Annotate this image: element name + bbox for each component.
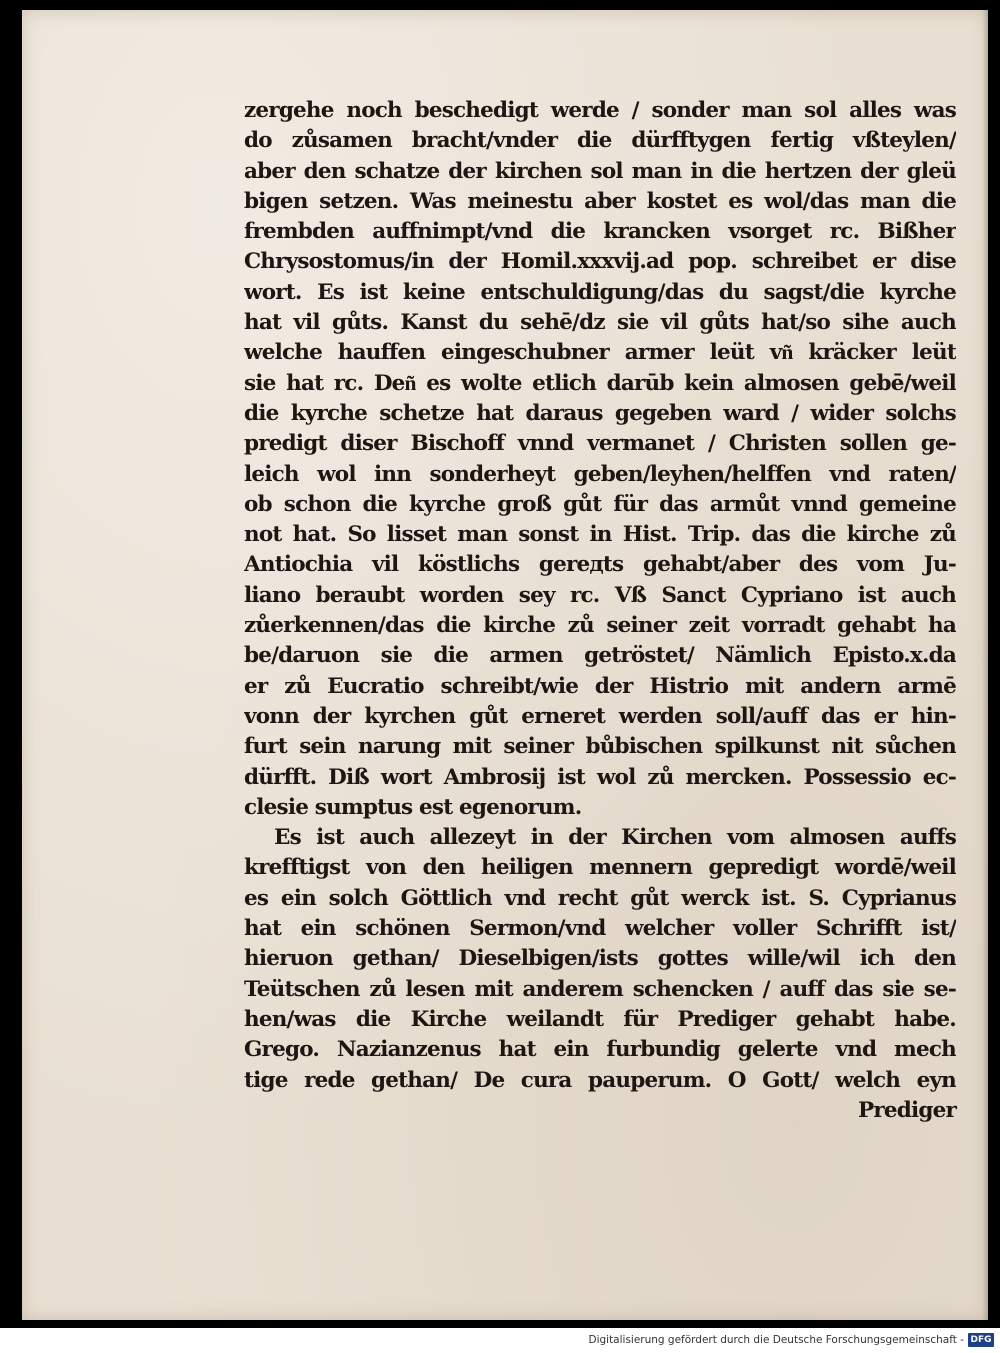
text-line: Chrysostomus/in der Homil.xxxvij.ad pop. schreibet er dise: [244, 249, 956, 275]
text-line: welche hauffen eingeschubner armer leüt vn͂ kräcker leüt: [244, 340, 956, 366]
text-line: zůerkennen/das die kirche zů seiner zeit vorradt gehabt ha: [244, 613, 956, 639]
text-line: hat ein schönen Sermon/vnd welcher voller Schrifft ist/: [244, 916, 956, 942]
text-line: sie hat rc. Den͂ es wolte etlich darūb kein almosen gebē/weil: [244, 370, 956, 396]
text-line: liano beraubt worden sey rc. Vß Sanct Cypriano ist auch: [244, 582, 956, 608]
text-line: zergehe noch beschedigt werde / sonder man sol alles was: [244, 98, 956, 123]
text-line: hen/was die Kirche weilandt für Prediger gehabt habe.: [244, 1006, 956, 1032]
text-line: er zů Eucratio schreibt/wie der Histrio mit andern armē: [244, 673, 956, 699]
catchword: Prediger: [857, 1097, 956, 1123]
paragraph-start-line: Es ist auch allezeyt in der Kirchen vom almosen auffs: [274, 825, 956, 851]
text-line: leich wol inn sonderheyt geben/leyhen/helffen vnd raten/: [244, 461, 956, 487]
text-line: ob schon die kyrche groß gůt für das armůt vnnd gemeine: [244, 491, 956, 517]
text-line: die kyrche schetze hat daraus gegeben ward / wider solchs: [244, 400, 956, 426]
text-line: furt sein narung mit seiner bůbischen spilkunst nit sůchen: [244, 734, 956, 760]
text-line: clesie sumptus est egenorum.: [244, 794, 582, 820]
book-page: [22, 10, 988, 1320]
page-edge-shadow: [982, 10, 988, 1320]
text-line: frembden auffnimpt/vnd die krancken vsorget rc. Bißher: [244, 219, 956, 245]
text-line: be/daruon sie die armen getröstet/ Nämlich Episto.x.da: [244, 643, 956, 669]
text-line: not hat. So lisset man sonst in Hist. Trip. das die kirche zů: [244, 522, 956, 548]
text-line: predigt diser Bischoff vnnd vermanet / Christen sollen ge-: [244, 431, 956, 457]
text-line: aber den schatze der kirchen sol man in die hertzen der gleü: [244, 158, 956, 184]
text-line: do zůsamen bracht/vnder die dürfftygen fertig vßteylen/: [244, 128, 956, 154]
digitization-credit: Digitalisierung gefördert durch die Deutsche Forschungsgemeinschaft -: [588, 1334, 964, 1346]
text-line: Grego. Nazianzenus hat ein furbundig gelerte vnd mech: [244, 1037, 956, 1063]
text-line: wort. Es ist keine entschuldigung/das du sagst/die kyrche: [244, 279, 956, 305]
text-line: tige rede gethan/ De cura pauperum. O Gott/ welch eyn: [244, 1067, 956, 1093]
text-line: hieruon gethan/ Dieselbigen/ists gottes wille/wil ich den: [244, 946, 956, 972]
text-line: Teütschen zů lesen mit anderem schencken / auff das sie se-: [244, 976, 956, 1002]
text-line: dürfft. Diß wort Ambrosij ist wol zů mercken. Possessio ec-: [244, 764, 956, 790]
text-line: bigen setzen. Was meinestu aber kostet es wol/das man die: [244, 188, 956, 214]
footer-bar: [0, 1328, 1000, 1353]
text-line: es ein solch Göttlich vnd recht gůt werck ist. S. Cyprianus: [244, 885, 956, 911]
text-line: krefftigst von den heiligen mennern gepredigt wordē/weil: [244, 855, 956, 881]
text-line: vonn der kyrchen gůt erneret werden soll/auff das er hin-: [244, 703, 956, 729]
dfg-logo-icon[interactable]: DFG: [968, 1333, 994, 1347]
text-line: hat vil gůts. Kanst du sehē/dz sie vil gůts hat/so sihe auch: [244, 310, 956, 336]
text-block: [244, 96, 956, 1126]
text-line: Antiochia vil köstlichs gerедts gehabt/aber des vom Ju-: [244, 552, 956, 578]
